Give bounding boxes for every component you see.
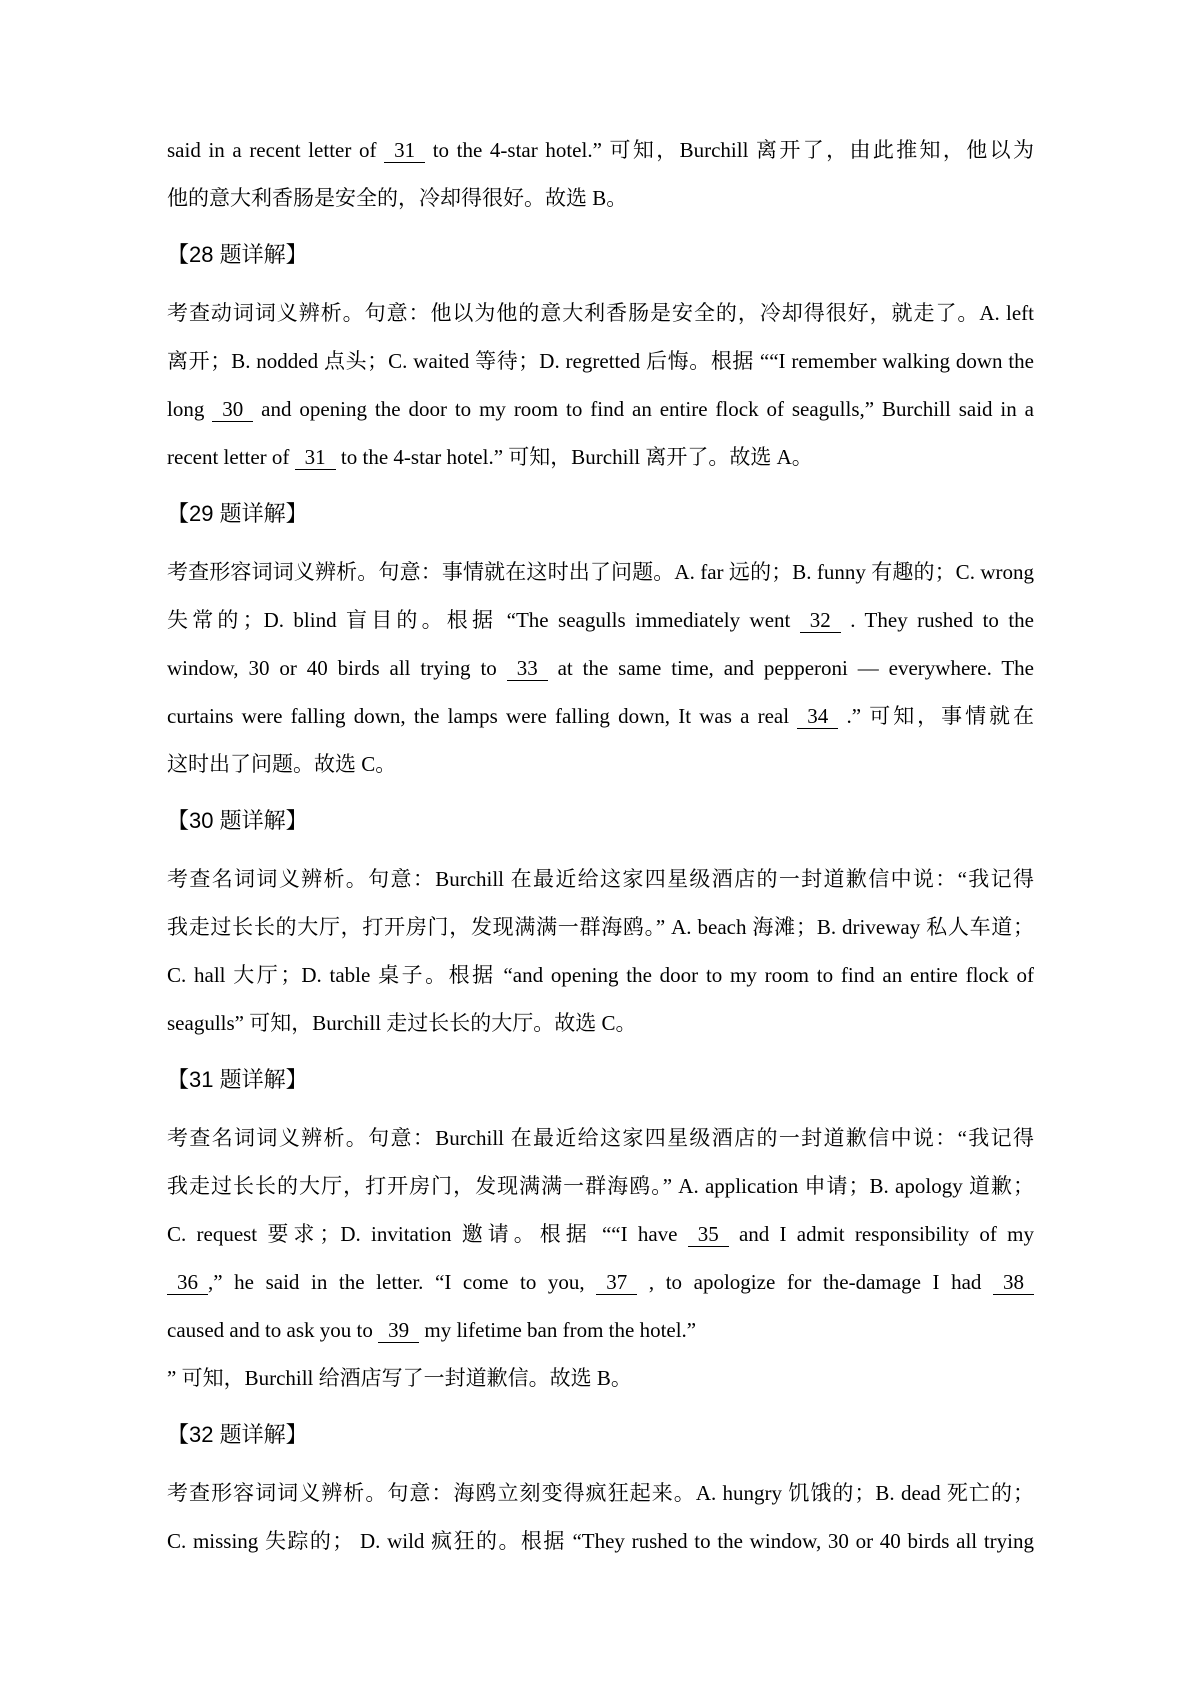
section-heading: 【30 题详解】 — [167, 808, 308, 833]
text-line: curtains were falling down, the lamps were falling down, It was a real 34 .” 可知，事情就在 — [167, 704, 1034, 728]
blank-answer-number: 30 — [212, 397, 253, 422]
section-heading: 【32 题详解】 — [167, 1422, 308, 1447]
blank-answer-number: 38 — [993, 1270, 1034, 1295]
paragraph — [167, 126, 1034, 222]
text-line: 考查形容词词义辨析。句意：事情就在这时出了问题。A. far 远的；B. funny 有趣的；C. wrong — [167, 560, 1034, 584]
text-line: 失常的；D. blind 盲目的。根据 “The seagulls immediately went 32 . They rushed to the — [167, 608, 1034, 632]
text-line: 这时出了问题。故选 C。 — [167, 752, 397, 776]
paragraph — [167, 289, 1034, 481]
text-line: 离开；B. nodded 点头；C. waited 等待；D. regretted 后悔。根据 ““I remember walking down the — [167, 349, 1034, 373]
section-heading: 【31 题详解】 — [167, 1067, 308, 1092]
blank-answer-number: 35 — [688, 1222, 729, 1247]
section-heading: 【28 题详解】 — [167, 242, 308, 267]
blank-answer-number: 39 — [378, 1318, 419, 1343]
text-line: 我走过长长的大厅，打开房门，发现满满一群海鸥。” A. beach 海滩；B. driveway 私人车道； — [167, 915, 1034, 939]
blank-answer-number: 31 — [384, 138, 425, 163]
text-line: caused and to ask you to 39 my lifetime ban from the hotel.” — [167, 1318, 697, 1342]
section-heading: 【29 题详解】 — [167, 501, 308, 526]
text-line: 36 ,” he said in the letter. “I come to you, 37 , to apologize for the-damage I had 38 — [167, 1258, 1034, 1306]
text-line: C. request 要求；D. invitation 邀请。根据 ““I have 35 and I admit responsibility of my — [167, 1222, 1034, 1246]
text-line: 考查名词词义辨析。句意：Burchill 在最近给这家四星级酒店的一封道歉信中说：“我记得 — [167, 867, 1034, 891]
text-line: C. hall 大厅；D. table 桌子。根据 “and opening the door to my room to find an entire flock of — [167, 963, 1034, 987]
text-line: window, 30 or 40 birds all trying to 33 at the same time, and pepperoni — everywhere. The — [167, 656, 1035, 680]
blank-answer-number: 37 — [596, 1270, 637, 1295]
paragraph — [167, 1114, 1034, 1402]
blank-answer-number: 32 — [800, 608, 841, 633]
text-line: said in a recent letter of 31 to the 4-star hotel.” 可知，Burchill 离开了，由此推知，他以为 — [167, 138, 1035, 162]
paragraph — [167, 1469, 1034, 1565]
text-line: 考查动词词义辨析。句意：他以为他的意大利香肠是安全的，冷却得很好，就走了。A. left — [167, 301, 1034, 325]
text-line: 考查名词词义辨析。句意：Burchill 在最近给这家四星级酒店的一封道歉信中说：“我记得 — [167, 1126, 1034, 1150]
text-line: recent letter of 31 to the 4-star hotel.” 可知，Burchill 离开了。故选 A。 — [167, 445, 813, 469]
text-line: 我走过长长的大厅，打开房门，发现满满一群海鸥。” A. application 申请；B. apology 道歉； — [167, 1174, 1034, 1198]
text-line: 考查形容词词义辨析。句意：海鸥立刻变得疯狂起来。A. hungry 饥饿的；B. dead 死亡的； — [167, 1481, 1034, 1505]
document-content — [167, 126, 1034, 1565]
blank-answer-number: 36 — [167, 1270, 208, 1295]
text-line: 他的意大利香肠是安全的，冷却得很好。故选 B。 — [167, 186, 628, 210]
text-line: seagulls” 可知，Burchill 走过长长的大厅。故选 C。 — [167, 1011, 637, 1035]
text-line: long 30 and opening the door to my room to find an entire flock of seagulls,” Burchill said in a — [167, 397, 1034, 421]
blank-answer-number: 31 — [295, 445, 336, 470]
text-line: ” 可知，Burchill 给酒店写了一封道歉信。故选 B。 — [167, 1366, 632, 1390]
text-line: C. missing 失踪的； D. wild 疯狂的。根据 “They rushed to the window, 30 or 40 birds all trying — [167, 1529, 1034, 1553]
blank-answer-number: 34 — [797, 704, 838, 729]
paragraph — [167, 548, 1034, 788]
blank-answer-number: 33 — [507, 656, 548, 681]
paragraph — [167, 855, 1034, 1047]
